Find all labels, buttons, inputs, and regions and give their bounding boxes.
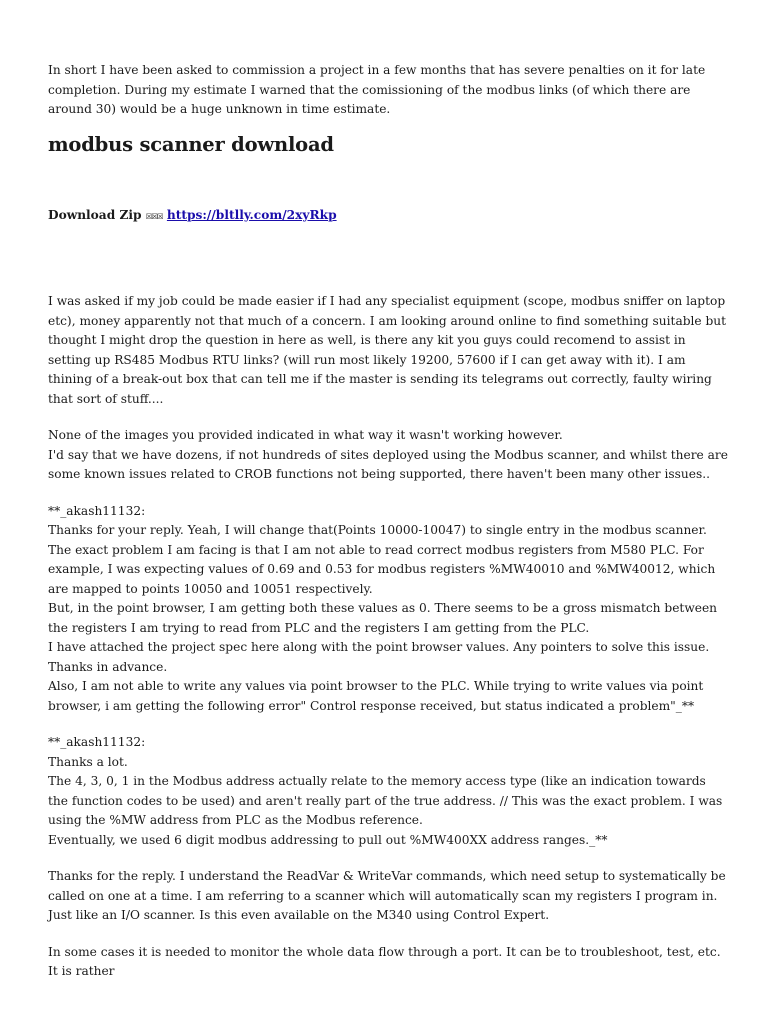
paragraph-3-line-5: I have attached the project spec here along with the point browser values. Any pointers to solve this issue. Thanks in advance. [48,640,710,674]
page-title: modbus scanner download [48,132,334,156]
paragraph-2-line-2: I'd say that we have dozens, if not hundreds of sites deployed using the Modbus scanner, and whilst there are some known issues related to CROB functions not being supported, there haven't been many other issues.. [48,447,728,481]
download-label: Download Zip [48,207,142,222]
download-link[interactable]: https://bltlly.com/2xyRkp [166,207,337,222]
paragraph-4-line-1: **_akash11132: [48,735,146,749]
paragraph-4-line-3: The 4, 3, 0, 1 in the Modbus address actually relate to the memory access type (like an indication towards the function codes to be used) and aren't really part of the true address. // This was the exact problem. I was using the %MW address from PLC as the Modbus reference. [48,774,723,827]
intro-paragraph: In short I have been asked to commission a project in a few months that has severe penalties on it for late completion. During my estimate I warned that the comissioning of the modbus links (of which there are around 30) would be a huge unknown in time estimate. [48,63,706,116]
paragraph-4-line-2: Thanks a lot. [48,754,128,769]
paragraph-3-line-3: The exact problem I am facing is that I am not able to read correct modbus registers from M580 PLC. For example, I was expecting values of 0.69 and 0.53 for modbus registers %MW40010 and %MW40012, which are mapped to points 10050 and 10051 respectively. [48,542,716,596]
document-page [48,61,728,982]
paragraph-1: I was asked if my job could be made easier if I had any specialist equipment (scope, modbus sniffer on laptop etc), money apparently not that much of a concern. I am looking around online to find something suitable but thought I might drop the question in here as well, is there any kit you guys could recomend to assist in setting up RS485 Modbus RTU links? (will run most likely 19200, 57600 if I can get away with it). I am thining of a break-out box that can tell me if the master is sending its telegrams out correctly, faulty wiring that sort of stuff.... [48,294,727,406]
paragraph-3-line-4: But, in the point browser, I am getting both these values as 0. There seems to be a gross mismatch between the registers I am trying to read from PLC and the registers I am getting from the PLC. [48,601,718,635]
paragraph-3-line-6: Also, I am not able to write any values via point browser to the PLC. While trying to write values via point browser, i am getting the following error" Control response received, but status indicated a problem"_** [48,679,704,713]
download-arrows-icon: ☒☒☒ [145,208,163,222]
paragraph-3 [48,502,728,717]
paragraph-5: Thanks for the reply. I understand the ReadVar & WriteVar commands, which need setup to systematically be called on one at a time. I am referring to a scanner which will automatically scan my registers I program in. Just like an I/O scanner. Is this even available on the M340 using Control Expert. [48,869,726,922]
paragraph-4-line-4: Eventually, we used 6 digit modbus addressing to pull out %MW400XX address ranges._** [48,832,608,847]
paragraph-2-line-1: None of the images you provided indicated in what way it wasn't working however. [48,428,563,442]
download-line [48,206,728,226]
paragraph-3-line-2: Thanks for your reply. Yeah, I will change that(Points 10000-10047) to single entry in the modbus scanner. [48,523,707,537]
paragraph-6: In some cases it is needed to monitor the whole data flow through a port. It can be to troubleshoot, test, etc. It is rather [48,944,721,978]
paragraph-2 [48,426,728,485]
paragraph-4 [48,733,728,850]
paragraph-3-line-1: **_akash11132: [48,503,146,518]
